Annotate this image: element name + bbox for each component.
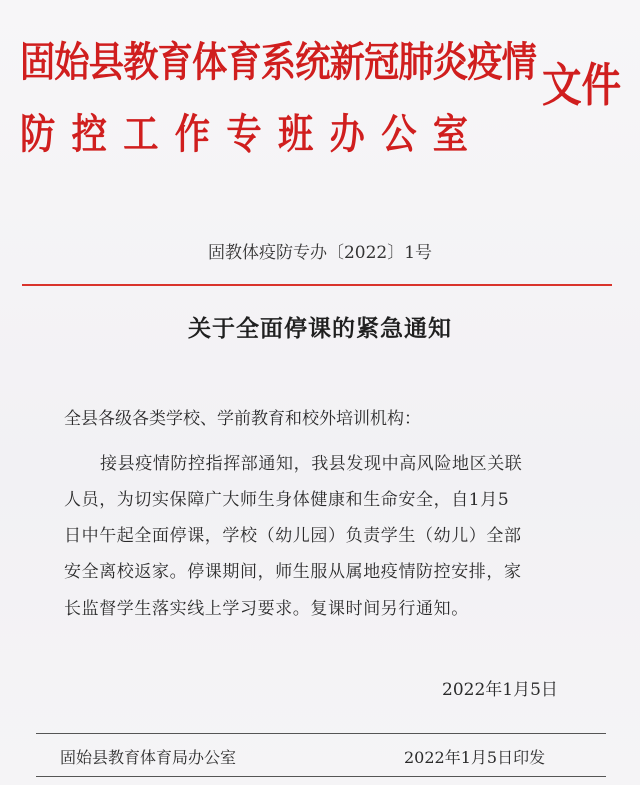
- footer-top-rule: [36, 733, 606, 734]
- red-header-suffix: 文件: [542, 58, 622, 112]
- footer-bottom-rule: [36, 776, 606, 777]
- body-line-1: 接县疫情防控指挥部通知，我县发现中高风险地区关联: [100, 454, 523, 474]
- red-header-line-1: 固始县教育体育系统新冠肺炎疫情: [20, 38, 536, 86]
- body-line-2: 人员，为切实保障广大师生身体健康和生命安全，自1月5: [64, 490, 510, 510]
- body-line-5: 长监督学生落实线上学习要求。复课时间另行通知。: [64, 599, 469, 619]
- document-number: 固教体疫防专办〔2022〕1号: [207, 243, 433, 263]
- body-line-3: 日中午起全面停课，学校（幼儿园）负责学生（幼儿）全部: [64, 526, 522, 546]
- salutation: 全县各级各类学校、学前教育和校外培训机构：: [64, 409, 421, 429]
- red-header-line-2: 防控工作专班办公室: [20, 110, 485, 158]
- red-separator-line: [22, 284, 612, 286]
- body-line-4: 安全离校返家。停课期间，师生服从属地疫情防控安排，家: [64, 562, 522, 582]
- signature-date: 2022年1月5日: [442, 680, 558, 700]
- document-title: 关于全面停课的紧急通知: [188, 315, 452, 342]
- footer-print-date: 2022年1月5日印发: [404, 748, 546, 767]
- footer-issuer: 固始县教育体育局办公室: [60, 748, 237, 767]
